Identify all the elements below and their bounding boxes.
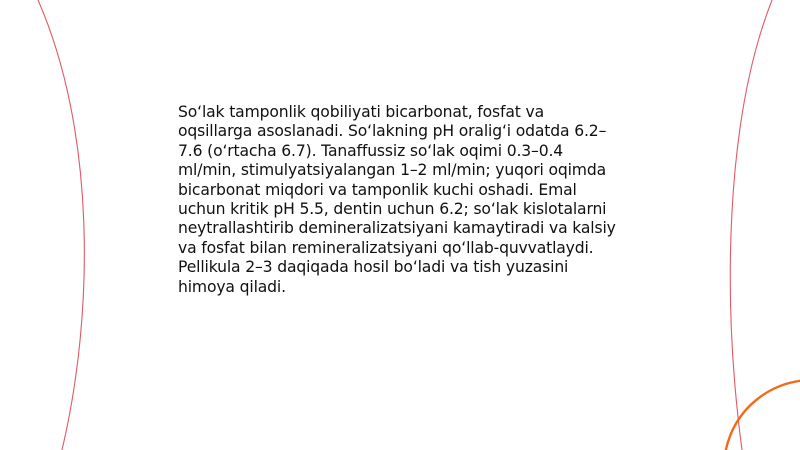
left-curve-line (38, 0, 84, 450)
right-curve-line (730, 0, 772, 450)
body-paragraph: So‘lak tamponlik qobiliyati bicarbonat, fosfat va oqsillarga asoslanadi. So‘lakning pH oralig‘i odatda 6.2–7.6 (o‘rtacha 6.7). Tanaffussiz so‘lak oqimi 0.3–0.4 ml/min, stimulyatsiyalangan 1–2 ml/min; yuqori oqimda bicarbonat miqdori va tamponlik kuchi oshadi. Emal uchun kritik pH 5.5, dentin uchun 6.2; so‘lak kislotalarni neytrallashtirib demineralizatsiyani kamaytiradi va kalsiy va fosfat bilan remineralizatsiyani qo‘llab-quvvatlaydi. Pellikula 2–3 daqiqada hosil bo‘ladi va tish yuzasini himoya qiladi. (178, 103, 616, 296)
